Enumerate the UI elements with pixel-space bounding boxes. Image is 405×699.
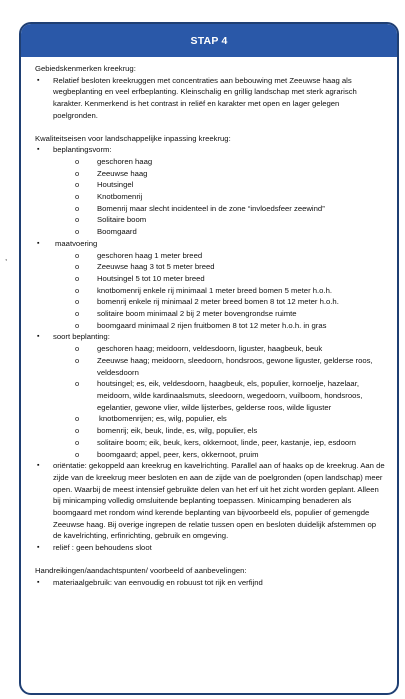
circle-bullet-icon: o	[75, 320, 80, 330]
sub-list-item	[35, 425, 385, 437]
sub-item-text: bomenrij enkele rij minimaal 2 meter breed bomen 8 tot 12 meter h.o.h.	[97, 297, 339, 307]
sub-list-item	[35, 437, 385, 449]
circle-bullet-icon: o	[75, 262, 80, 272]
section-title-kwaliteitseisen: Kwaliteitseisen voor landschappelijke inpassing kreekrug:	[35, 133, 231, 143]
section-title-gebiedskenmerken: Gebiedskenmerken kreekrug:	[35, 64, 136, 73]
square-bullet-icon: ▪	[37, 333, 40, 341]
sub-item-text: Zeeuwse haag 3 tot 5 meter breed	[97, 262, 215, 272]
sub-list-item	[35, 156, 385, 168]
sub-item-text: Bomenrij maar slecht incidenteel in de zone “invloedsfeer zeewind”	[97, 203, 325, 213]
sub-list-item	[35, 378, 385, 413]
sub-list-item	[35, 261, 385, 273]
bullet-text: soort beplanting:	[53, 332, 110, 342]
sub-list-item	[35, 308, 385, 320]
square-bullet-icon: ▪	[37, 462, 40, 470]
circle-bullet-icon: o	[75, 250, 80, 260]
circle-bullet-icon: o	[75, 180, 80, 190]
bullet-text: maatvoering	[55, 238, 98, 248]
sub-list-item	[35, 413, 385, 425]
bullet-text: beplantingsvorm:	[53, 145, 112, 155]
sub-list-item	[35, 179, 385, 191]
square-bullet-icon: ▪	[37, 239, 40, 247]
circle-bullet-icon: o	[75, 297, 80, 307]
circle-bullet-icon: o	[75, 355, 80, 365]
step-4-panel	[19, 22, 399, 695]
circle-bullet-icon: o	[75, 414, 80, 424]
sub-item-text: Zeeuwse haag	[97, 168, 148, 178]
sub-item-text: geschoren haag; meidoorn, veldesdoorn, liguster, haagbeuk, beuk	[97, 344, 323, 354]
circle-bullet-icon: o	[75, 156, 80, 166]
bullet-item-materiaalgebruik	[35, 577, 385, 589]
sub-item-text: Zeeuwse haag; meidoorn, sleedoorn, hondsroos, gewone liguster, gelderse roos, veldesdoorn	[97, 355, 373, 377]
sub-item-text: houtsingel; es, eik, veldesdoorn, haagbeuk, els, populier, kornoelje, hazelaar, meidoorn, wilde kardinaalsmuts, sleedoorn, wegedoorn, vuilboom, hondsroos, egelantier, gewone vlier, wilde lijsterbes, gelderse roos, wilde liguster	[97, 379, 363, 412]
square-bullet-icon: ▪	[37, 578, 40, 586]
sub-list-item	[35, 214, 385, 226]
sub-item-text: Knotbomenrij	[97, 192, 143, 202]
bullet-item-soort-beplanting	[35, 331, 385, 343]
circle-bullet-icon: o	[75, 203, 80, 213]
sub-list-item	[35, 320, 385, 332]
stray-comma-mark: ,	[5, 253, 8, 262]
sub-list-item	[35, 449, 385, 461]
circle-bullet-icon: o	[75, 449, 80, 459]
bullet-text: reliëf : geen behoudens sloot	[53, 543, 152, 553]
circle-bullet-icon: o	[75, 344, 80, 354]
sub-list-item	[35, 250, 385, 262]
circle-bullet-icon: o	[75, 379, 80, 389]
sub-item-text: solitaire boom; eik, beuk, kers, okkernoot, linde, peer, kastanje, iep, esdoorn	[97, 437, 356, 447]
sub-list-item	[35, 343, 385, 355]
bullet-item	[35, 75, 385, 122]
circle-bullet-icon: o	[75, 168, 80, 178]
circle-bullet-icon: o	[75, 227, 80, 237]
circle-bullet-icon: o	[75, 192, 80, 202]
sub-item-text: geschoren haag	[97, 156, 153, 166]
bullet-item-orientatie	[35, 460, 385, 542]
circle-bullet-icon: o	[75, 215, 80, 225]
square-bullet-icon: ▪	[37, 544, 40, 552]
panel-content	[21, 57, 397, 588]
bullet-text: materiaalgebruik: van eenvoudig en robuust tot rijk en verfijnd	[53, 577, 263, 587]
circle-bullet-icon: o	[75, 437, 80, 447]
bullet-item-beplantingsvorm	[35, 144, 385, 156]
sub-item-text: Houtsingel 5 tot 10 meter breed	[97, 273, 205, 283]
section-title-handreikingen: Handreikingen/aandachtspunten/ voorbeeld of aanbevelingen:	[35, 565, 247, 575]
sub-item-text: geschoren haag 1 meter breed	[97, 250, 203, 260]
sub-list-item	[35, 203, 385, 215]
sub-list-item	[35, 168, 385, 180]
sub-item-text: boomgaard; appel, peer, kers, okkernoot, pruim	[97, 449, 259, 459]
sub-item-text: bomenrij; eik, beuk, linde, es, wilg, populier, els	[97, 426, 258, 436]
circle-bullet-icon: o	[75, 309, 80, 319]
sub-item-text: knotbomenrij enkele rij minimaal 1 meter breed bomen 5 meter h.o.h.	[97, 285, 333, 295]
sub-item-text: Houtsingel	[97, 180, 134, 190]
bullet-item-relief	[35, 542, 385, 554]
sub-item-text: Boomgaard	[97, 227, 137, 237]
bullet-item-maatvoering	[35, 238, 385, 250]
panel-header	[21, 24, 397, 57]
sub-list-item	[35, 226, 385, 238]
bullet-text: oriëntatie: gekoppeld aan kreekrug en kavelrichting. Parallel aan of haaks op de kreekrug. Aan de zijde van de kreekrug meer besloten en aan de zijde van de poelgronden (open landschap) meer open. Waarbij de meest intensief gebruikte delen van het erf uit het zicht worden geplant. Alleen bij minicamping volledig omsluitende beplanting toepassen. Minicamping benaderen als boomgaard met rondom wind kerende beplanting van bijvoorbeeld els, populier of gemengde Zeeuwse haag. Bij overige ingrepen de relatie tussen open en besloten duidelijk afstemmen op de kavelrichting, erfinrichting, gebruik en omgeving.	[53, 461, 385, 541]
square-bullet-icon: ▪	[37, 146, 40, 154]
sub-list-item	[35, 273, 385, 285]
panel-title: STAP 4	[190, 34, 228, 47]
circle-bullet-icon: o	[75, 285, 80, 295]
sub-list-item	[35, 191, 385, 203]
sub-list-item	[35, 296, 385, 308]
bullet-text: Relatief besloten kreekruggen met concentraties aan bebouwing met Zeeuwse haag als wegbeplanting en veel erfbeplanting. Kleinschalig en grillig landschap met sterk agrarisch karakter. Kenmerkend is het contrast in reliëf en karakter met open en lager gelegen poelgronden.	[53, 75, 357, 120]
sub-item-text: boomgaard minimaal 2 rijen fruitbomen 8 tot 12 meter h.o.h. in gras	[97, 320, 327, 330]
sub-item-text: solitaire boom minimaal 2 bij 2 meter bovengrondse ruimte	[97, 309, 297, 319]
square-bullet-icon: ▪	[37, 76, 40, 84]
sub-item-text: knotbomenrijen; es, wilg, populier, els	[99, 414, 227, 424]
circle-bullet-icon: o	[75, 426, 80, 436]
sub-list-item	[35, 355, 385, 378]
circle-bullet-icon: o	[75, 273, 80, 283]
sub-list-item	[35, 285, 385, 297]
sub-item-text: Solitaire boom	[97, 215, 147, 225]
